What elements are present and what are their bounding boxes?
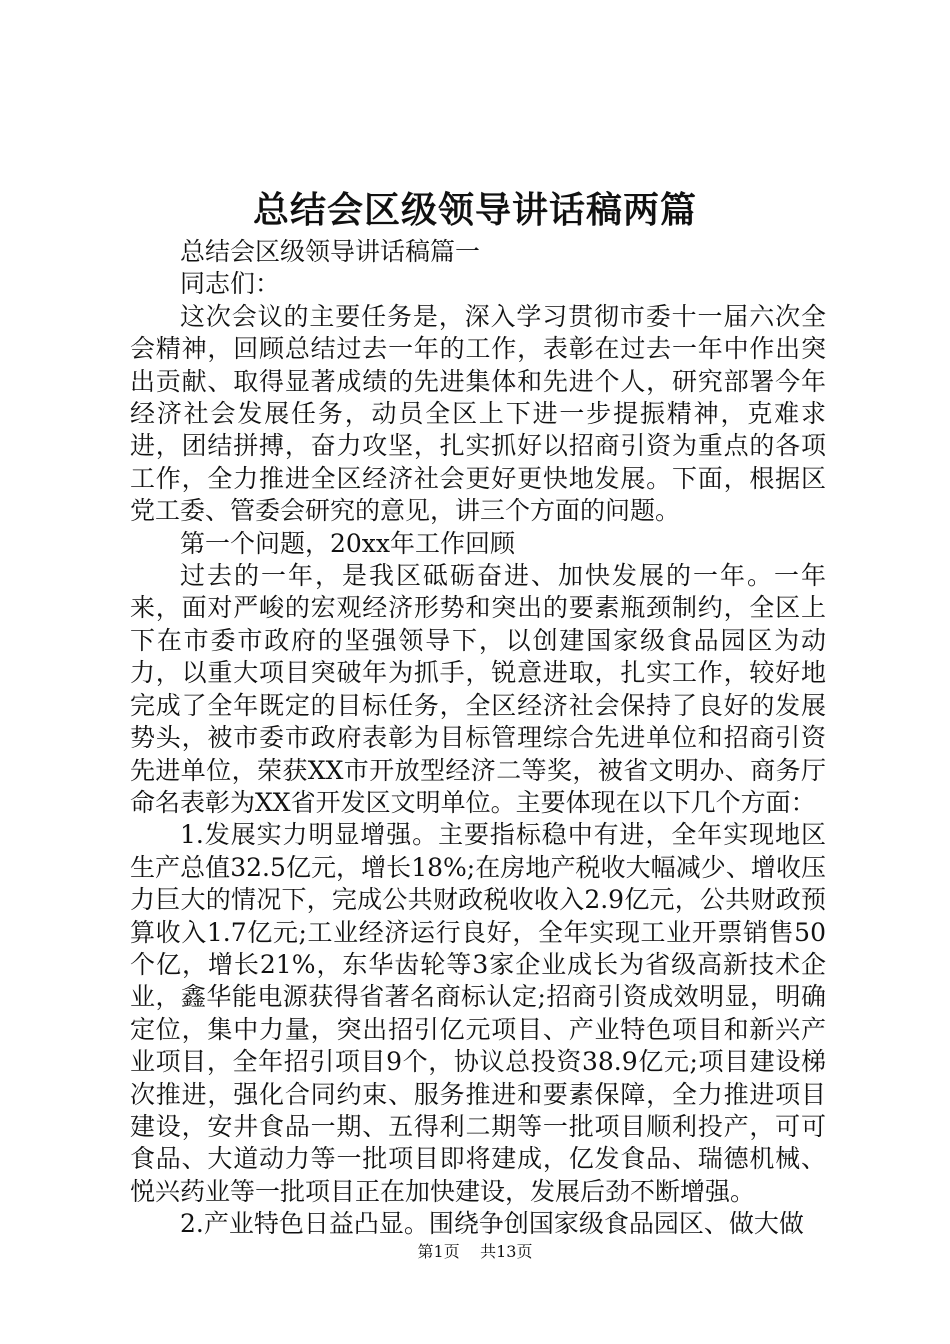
- document-body: [130, 236, 826, 1241]
- document-title: 总结会区级领导讲话稿两篇: [252, 189, 697, 231]
- footer-separator: [465, 1242, 475, 1261]
- page-footer: [0, 1240, 950, 1264]
- paragraph-review: 过去的一年，是我区砥砺奋进、加快发展的一年。一年来，面对严峻的宏观经济形势和突出的要素瓶颈制约，全区上下在市委市政府的坚强领导下，以创建国家级食品园区为动力，以重大项目突破年为抓手，锐意进取，扎实工作，较好地完成了全年既定的目标任务，全区经济社会保持了良好的发展势头，被市委市政府表彰为目标管理综合先进单位和招商引资先进单位，荣获XX市开放型经济二等奖，被省文明办、商务厅命名表彰为XX省开发区文明单位。主要体现在以下几个方面：: [130, 561, 826, 817]
- page-total: 共13页: [480, 1242, 533, 1261]
- paragraph-point-1: 1.发展实力明显增强。主要指标稳中有进，全年实现地区生产总值32.5亿元，增长18%;在房地产税收大幅减少、增收压力巨大的情况下，完成公共财政税收收入2.9亿元，公共财政预算收入1.7亿元;工业经济运行良好，全年实现工业开票销售50个亿，增长21%，东华齿轮等3家企业成长为省级高新技术企业，鑫华能电源获得省著名商标认定;招商引资成效明显，明确定位，集中力量，突出招引亿元项目、产业特色项目和新兴产业项目，全年招引项目9个，协议总投资38.9亿元;项目建设梯次推进，强化合同约束、服务推进和要素保障，全力推进项目建设，安井食品一期、五得利二期等一批项目顺利投产，可可食品、大道动力等一批项目即将建成，亿发食品、瑞德机械、悦兴药业等一批项目正在加快建设，发展后劲不断增强。: [130, 820, 826, 1206]
- section-heading: 总结会区级领导讲话稿篇一: [180, 237, 481, 266]
- page-number: 第1页: [417, 1242, 460, 1261]
- paragraph-point-2: 2.产业特色日益凸显。围绕争创国家级食品园区、做大做: [180, 1209, 804, 1239]
- subheading-part-one: 第一个问题，20xx年工作回顾: [180, 528, 516, 558]
- paragraph-intro: 这次会议的主要任务是，深入学习贯彻市委十一届六次全会精神，回顾总结过去一年的工作，表彰在过去一年中作出突出贡献、取得显著成绩的先进集体和先进个人，研究部署今年经济社会发展任务，动员全区上下进一步提振精神，克难求进，团结拼搏，奋力攻坚，扎实抓好以招商引资为重点的各项工作，全力推进全区经济社会更好更快地发展。下面，根据区党工委、管委会研究的意见，讲三个方面的问题。: [130, 301, 826, 526]
- salutation: 同志们：: [180, 269, 281, 299]
